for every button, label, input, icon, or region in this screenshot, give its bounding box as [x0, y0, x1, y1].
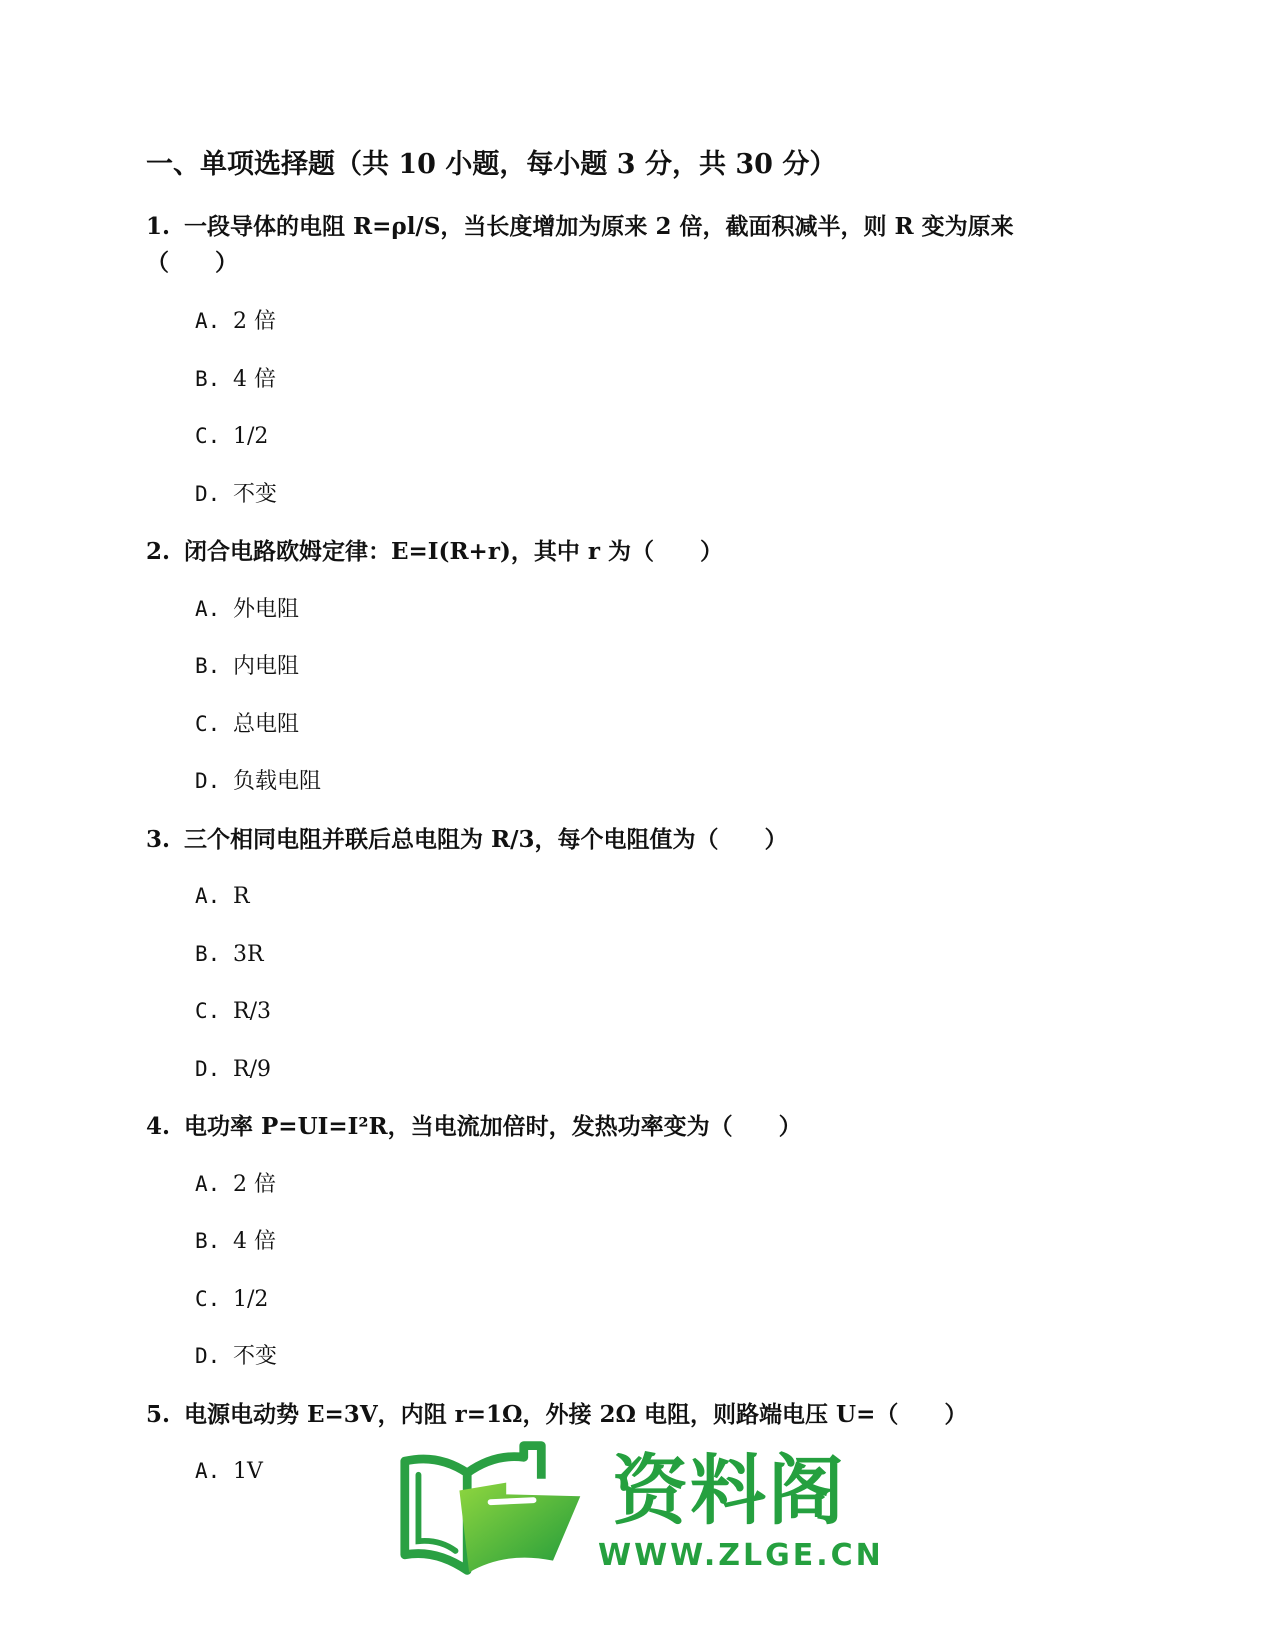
question-number: 3. — [146, 825, 171, 853]
option-text: R/3 — [233, 999, 271, 1025]
option-text: 4 倍 — [233, 1229, 276, 1255]
option-letter: C. — [195, 1286, 221, 1311]
question-number: 1. — [146, 213, 171, 240]
option-text: 1V — [233, 1459, 263, 1485]
option-letter: A. — [195, 1459, 221, 1484]
question-text: 电源电动势 E=3V，内阻 r=1Ω，外接 2Ω 电阻，则路端电压 U=（ ） — [184, 1400, 968, 1428]
option-letter: D. — [195, 769, 221, 794]
option-letter: D. — [195, 1056, 221, 1081]
option-text: 总电阻 — [233, 711, 300, 737]
option-letter: A. — [195, 1171, 221, 1196]
option-letter: C. — [195, 999, 221, 1024]
question-4 — [146, 1098, 1206, 1156]
option-b — [146, 351, 1206, 409]
option-text: 不变 — [233, 481, 278, 507]
open-book-folder-icon — [397, 1438, 592, 1578]
option-letter: D. — [195, 1344, 221, 1369]
option-text: 1/2 — [233, 1286, 269, 1312]
option-letter: C. — [195, 424, 221, 449]
logo-url: WWW.ZLGE.CN — [598, 1538, 884, 1573]
option-b — [146, 1213, 1206, 1271]
option-a — [146, 1156, 1206, 1214]
option-d — [146, 753, 1206, 811]
question-text: 三个相同电阻并联后总电阻为 R/3，每个电阻值为（ ） — [184, 825, 788, 853]
option-d — [146, 466, 1206, 524]
option-c — [146, 696, 1206, 754]
option-text: 不变 — [233, 1344, 278, 1370]
option-text: 2 倍 — [233, 309, 276, 335]
option-c — [146, 1271, 1206, 1329]
option-letter: A. — [195, 309, 221, 334]
option-d — [146, 1041, 1206, 1099]
option-text: 外电阻 — [233, 596, 300, 622]
option-text: 1/2 — [233, 424, 269, 450]
question-text: 一段导体的电阻 R=ρl/S，当长度增加为原来 2 倍，截面积减半，则 R 变为原来 — [184, 213, 1014, 240]
option-c — [146, 983, 1206, 1041]
option-letter: B. — [195, 941, 221, 966]
question-3 — [146, 811, 1206, 869]
question-number: 5. — [146, 1400, 171, 1428]
option-letter: B. — [195, 366, 221, 391]
question-5 — [146, 1386, 1206, 1444]
option-text: 负载电阻 — [233, 769, 322, 795]
option-letter: A. — [195, 884, 221, 909]
option-b — [146, 926, 1206, 984]
option-d — [146, 1328, 1206, 1386]
option-c — [146, 408, 1206, 466]
option-text: R/9 — [233, 1056, 271, 1082]
question-section — [146, 0, 1206, 1501]
option-a — [146, 293, 1206, 351]
option-text: R — [233, 884, 250, 910]
question-2 — [146, 523, 1206, 581]
option-letter: A. — [195, 596, 221, 621]
option-b — [146, 638, 1206, 696]
question-number: 4. — [146, 1113, 171, 1141]
option-letter: B. — [195, 1229, 221, 1254]
question-text: 电功率 P=UI=I²R，当电流加倍时，发热功率变为（ ） — [184, 1113, 802, 1141]
option-a — [146, 581, 1206, 639]
option-text: 4 倍 — [233, 366, 276, 392]
logo-name: 资料阁 — [612, 1446, 846, 1535]
option-letter: B. — [195, 654, 221, 679]
question-text: 闭合电路欧姆定律：E=I(R+r)，其中 r 为（ ） — [184, 538, 723, 566]
section-heading: 一、单项选择题（共 10 小题，每小题 3 分，共 30 分） — [146, 149, 837, 180]
option-text: 内电阻 — [233, 654, 300, 680]
question-number: 2. — [146, 538, 171, 566]
option-a — [146, 868, 1206, 926]
option-letter: C. — [195, 711, 221, 736]
question-1 — [146, 209, 1206, 281]
option-text: 2 倍 — [233, 1171, 276, 1197]
option-letter: D. — [195, 481, 221, 506]
option-text: 3R — [233, 941, 264, 967]
question-text-continued: （ ） — [146, 249, 238, 276]
